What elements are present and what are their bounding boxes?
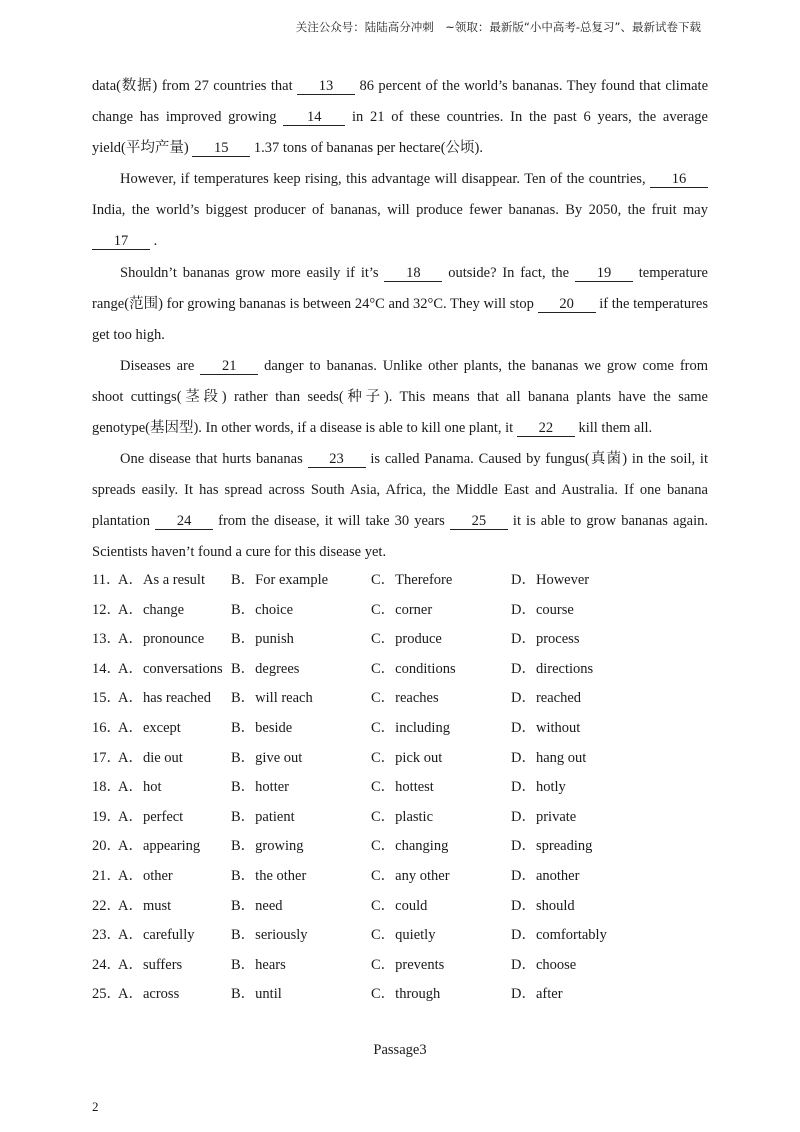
option-d: D．should bbox=[511, 897, 575, 914]
option-a: A．across bbox=[118, 986, 180, 1003]
text-segment: it is able to grow bananas again. Scientists haven’t found a cure for this disease yet. bbox=[92, 513, 708, 561]
blank-20: 20 bbox=[538, 297, 596, 313]
text-segment: if the temperatures get too high. bbox=[92, 295, 708, 343]
option-c: C．produce bbox=[371, 631, 442, 648]
blank-13: 13 bbox=[297, 79, 355, 95]
option-d: D．private bbox=[511, 808, 577, 825]
option-b: B．growing bbox=[231, 838, 304, 855]
text-segment: kill them all. bbox=[574, 420, 653, 437]
question-number: 11． bbox=[92, 572, 121, 588]
paragraph bbox=[92, 71, 708, 164]
option-d: D．comfortably bbox=[511, 927, 607, 944]
option-b: B．beside bbox=[231, 719, 293, 736]
option-c: C．hottest bbox=[371, 779, 434, 796]
question-number: 13． bbox=[92, 631, 121, 648]
option-c: C．pick out bbox=[371, 749, 443, 766]
blank-24: 24 bbox=[155, 514, 213, 530]
text-segment: . bbox=[150, 233, 158, 250]
question-number: 25． bbox=[92, 986, 121, 1003]
option-b: B．choice bbox=[231, 601, 294, 618]
question-number: 24． bbox=[92, 956, 121, 973]
question-number: 19． bbox=[92, 808, 121, 825]
option-b: B．hotter bbox=[231, 779, 289, 796]
option-d: D．course bbox=[511, 601, 574, 618]
text-segment: danger to bananas. Unlike other plants, the bananas we grow come from shoot cuttings(茎段) rather than seeds(种子). This means that all banana plants have the same genotype(基因型). In other words, if a disease is able to kill one plant, it bbox=[92, 357, 709, 437]
text-segment: 86 percent of the world’s bananas. They found that climate change has improved growing bbox=[92, 78, 709, 126]
option-b: B．hears bbox=[231, 956, 286, 973]
option-b: B．the other bbox=[231, 867, 307, 884]
option-a: A．appearing bbox=[118, 838, 201, 855]
option-d: D．choose bbox=[511, 956, 577, 973]
question-number: 22． bbox=[92, 897, 121, 914]
question-number: 23． bbox=[92, 927, 121, 944]
paragraph bbox=[92, 351, 708, 444]
question-number: 15． bbox=[92, 690, 121, 707]
option-b: B．degrees bbox=[231, 660, 300, 677]
blank-25: 25 bbox=[450, 514, 508, 530]
option-d: D．hotly bbox=[511, 779, 566, 796]
option-d: D．after bbox=[511, 986, 563, 1003]
option-b: B．punish bbox=[231, 631, 294, 648]
option-a: A．perfect bbox=[118, 808, 184, 825]
option-d: D．without bbox=[511, 719, 581, 736]
option-d: D．process bbox=[511, 631, 580, 648]
question-number: 12． bbox=[92, 601, 121, 618]
option-a: A．hot bbox=[118, 779, 162, 796]
option-a: A．suffers bbox=[118, 956, 183, 973]
option-a: A．pronounce bbox=[118, 631, 205, 648]
passage-text bbox=[92, 71, 708, 569]
option-a: A．has reached bbox=[118, 690, 211, 707]
option-d: D．directions bbox=[511, 660, 594, 677]
option-a: A．change bbox=[118, 601, 185, 618]
option-a: A．carefully bbox=[118, 927, 195, 944]
option-b: B．need bbox=[231, 897, 283, 914]
blank-21: 21 bbox=[200, 359, 258, 375]
blank-23: 23 bbox=[308, 452, 366, 468]
option-c: C．prevents bbox=[371, 956, 445, 973]
text-segment: data(数据) from 27 countries that bbox=[92, 78, 298, 94]
question-number: 16． bbox=[92, 719, 121, 736]
blank-22: 22 bbox=[517, 421, 575, 437]
option-c: C．plastic bbox=[371, 808, 434, 825]
option-d: D．hang out bbox=[511, 749, 587, 766]
text-segment: Shouldn’t bananas grow more easily if it’s bbox=[120, 264, 385, 281]
text-segment: outside? In fact, the bbox=[442, 264, 575, 281]
page-header: 关注公众号：陆陆高分冲刺 ~领取：最新版“小中高考-总复习”、最新试卷下载 bbox=[295, 20, 701, 34]
option-b: B．patient bbox=[231, 808, 295, 825]
option-c: C．through bbox=[371, 986, 441, 1003]
option-a: A．die out bbox=[118, 749, 183, 766]
option-c: C．any other bbox=[371, 867, 450, 884]
question-number: 20． bbox=[92, 838, 121, 855]
blank-15: 15 bbox=[192, 141, 250, 157]
option-a: A．must bbox=[118, 897, 172, 914]
blank-16: 16 bbox=[650, 172, 708, 188]
option-d: D．However bbox=[511, 572, 590, 588]
option-a: A．As a result bbox=[118, 572, 205, 588]
question-number: 21． bbox=[92, 867, 121, 884]
blank-14: 14 bbox=[283, 110, 345, 126]
text-segment: India, the world’s biggest producer of bananas, will produce fewer bananas. By 2050, the fruit may bbox=[92, 202, 708, 219]
option-c: C．including bbox=[371, 719, 450, 736]
text-segment: is called Panama. Caused by fungus(真菌) in the soil, it spreads easily. It has spread across South Asia, Africa, the Middle East and Australia. If one banana plantation bbox=[92, 451, 708, 530]
blank-19: 19 bbox=[575, 266, 633, 282]
text-segment: However, if temperatures keep rising, this advantage will disappear. Ten of the countries, bbox=[120, 171, 650, 188]
paragraph bbox=[92, 444, 708, 568]
option-d: D．reached bbox=[511, 690, 582, 707]
paragraph bbox=[92, 164, 708, 257]
section-title: Passage3 bbox=[373, 1042, 427, 1058]
text-segment: temperature range(范围) for growing bananas is between 24°C and 32°C. They will stop bbox=[92, 264, 708, 312]
question-number: 17． bbox=[92, 749, 121, 766]
option-c: C．Therefore bbox=[371, 572, 453, 588]
option-b: B．until bbox=[231, 986, 282, 1003]
page-number: 2 bbox=[92, 1099, 99, 1114]
text-segment: in 21 of these countries. In the past 6 years, the average yield(平均产量) bbox=[92, 109, 708, 157]
option-b: B．For example bbox=[231, 572, 329, 588]
option-b: B．give out bbox=[231, 749, 303, 766]
option-b: B．will reach bbox=[231, 690, 313, 707]
text-segment: 1.37 tons of bananas per hectare(公顷). bbox=[250, 140, 484, 157]
option-d: D．another bbox=[511, 867, 580, 884]
option-a: A．except bbox=[118, 719, 181, 736]
option-c: C．quietly bbox=[371, 927, 436, 944]
blank-17: 17 bbox=[92, 234, 150, 250]
option-a: A．other bbox=[118, 867, 173, 884]
option-c: C．reaches bbox=[371, 690, 439, 707]
option-a: A．conversations bbox=[118, 660, 223, 677]
option-c: C．changing bbox=[371, 838, 449, 855]
question-number: 18． bbox=[92, 779, 121, 796]
blank-18: 18 bbox=[384, 266, 442, 282]
text-segment: One disease that hurts bananas bbox=[120, 451, 308, 468]
option-d: D．spreading bbox=[511, 838, 593, 855]
text-segment: from the disease, it will take 30 years bbox=[213, 513, 450, 530]
option-c: C．conditions bbox=[371, 660, 456, 677]
option-b: B．seriously bbox=[231, 927, 308, 944]
option-c: C．could bbox=[371, 897, 428, 914]
option-c: C．corner bbox=[371, 601, 433, 618]
text-segment: Diseases are bbox=[120, 357, 201, 374]
question-number: 14． bbox=[92, 660, 121, 677]
paragraph bbox=[92, 258, 708, 351]
